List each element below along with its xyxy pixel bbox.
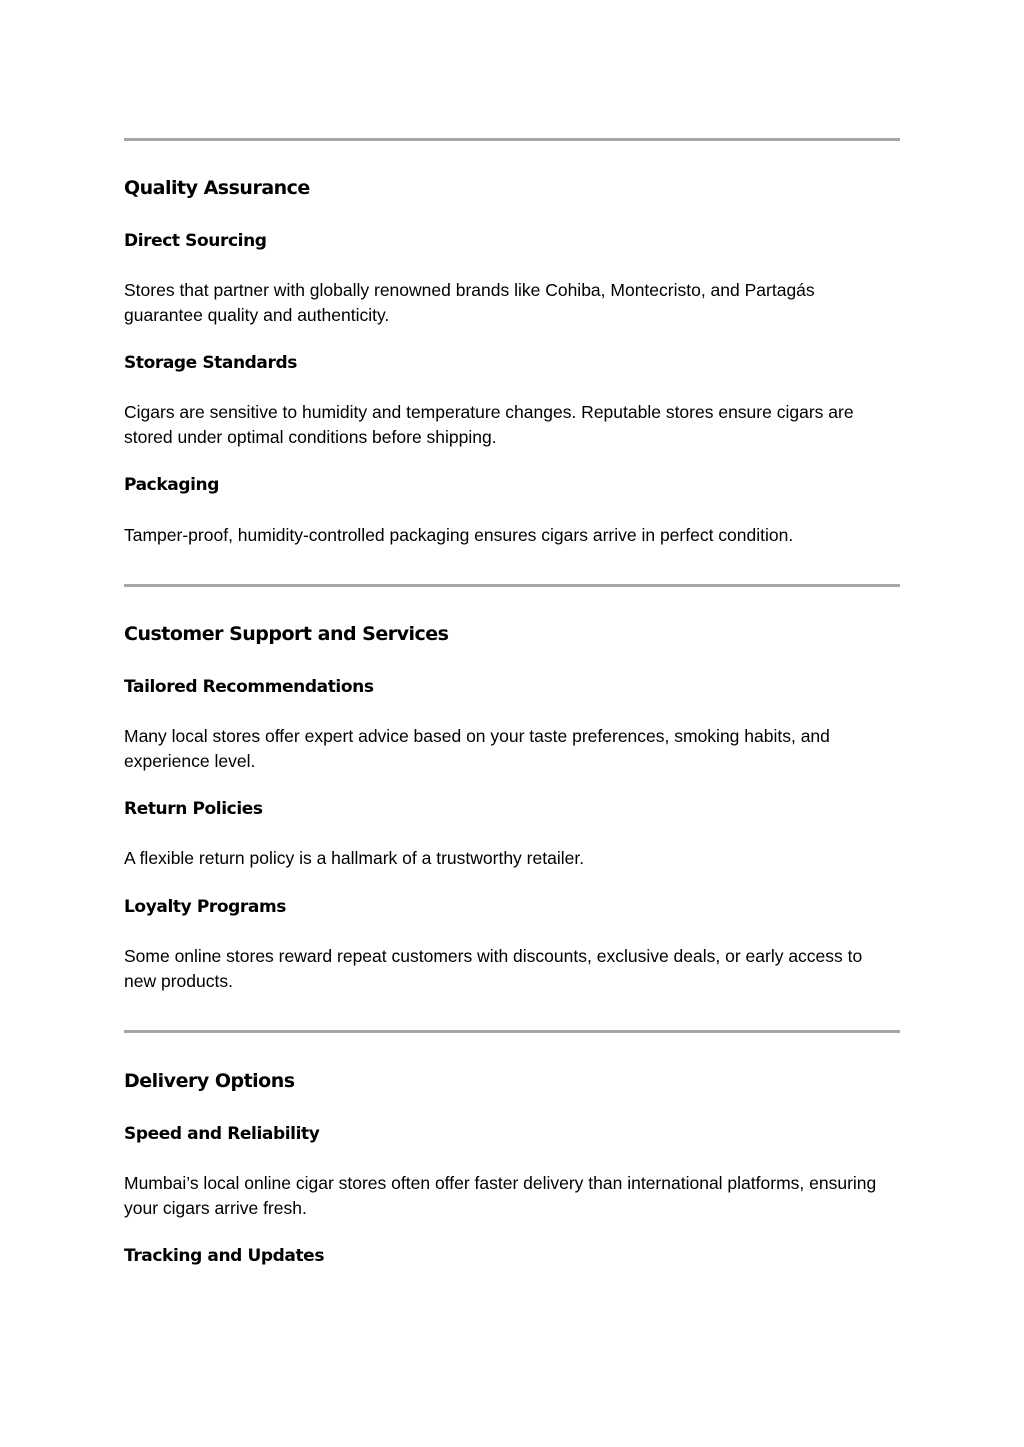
paragraph-direct-sourcing: Stores that partner with globally renowned brands like Cohiba, Montecristo, and Partagás guarantee quality and authenticity. (124, 280, 815, 325)
subheading-speed-reliability: Speed and Reliability (124, 1124, 320, 1144)
section-title-customer-support: Customer Support and Services (124, 623, 449, 645)
section-divider (124, 584, 900, 587)
subheading-direct-sourcing: Direct Sourcing (124, 231, 267, 251)
subheading-packaging: Packaging (124, 475, 219, 495)
section-title-quality-assurance: Quality Assurance (124, 177, 310, 199)
subheading-tracking-updates: Tracking and Updates (124, 1246, 325, 1266)
paragraph-tailored-recommendations: Many local stores offer expert advice based on your taste preferences, smoking habits, and experience level. (124, 726, 830, 771)
paragraph-storage-standards: Cigars are sensitive to humidity and temperature changes. Reputable stores ensure cigars are stored under optimal conditions before shipping. (124, 402, 854, 447)
section-divider (124, 138, 900, 141)
subheading-loyalty-programs: Loyalty Programs (124, 897, 286, 917)
subheading-storage-standards: Storage Standards (124, 353, 297, 373)
paragraph-packaging: Tamper-proof, humidity-controlled packaging ensures cigars arrive in perfect condition. (124, 525, 794, 545)
subheading-return-policies: Return Policies (124, 799, 263, 819)
paragraph-return-policies: A flexible return policy is a hallmark of a trustworthy retailer. (124, 848, 585, 868)
section-divider (124, 1030, 900, 1033)
paragraph-speed-reliability: Mumbai’s local online cigar stores often offer faster delivery than international platforms, ensuring your cigars arrive fresh. (124, 1173, 877, 1218)
section-title-delivery-options: Delivery Options (124, 1070, 295, 1092)
subheading-tailored-recommendations: Tailored Recommendations (124, 677, 374, 697)
paragraph-loyalty-programs: Some online stores reward repeat customers with discounts, exclusive deals, or early access to new products. (124, 946, 863, 991)
